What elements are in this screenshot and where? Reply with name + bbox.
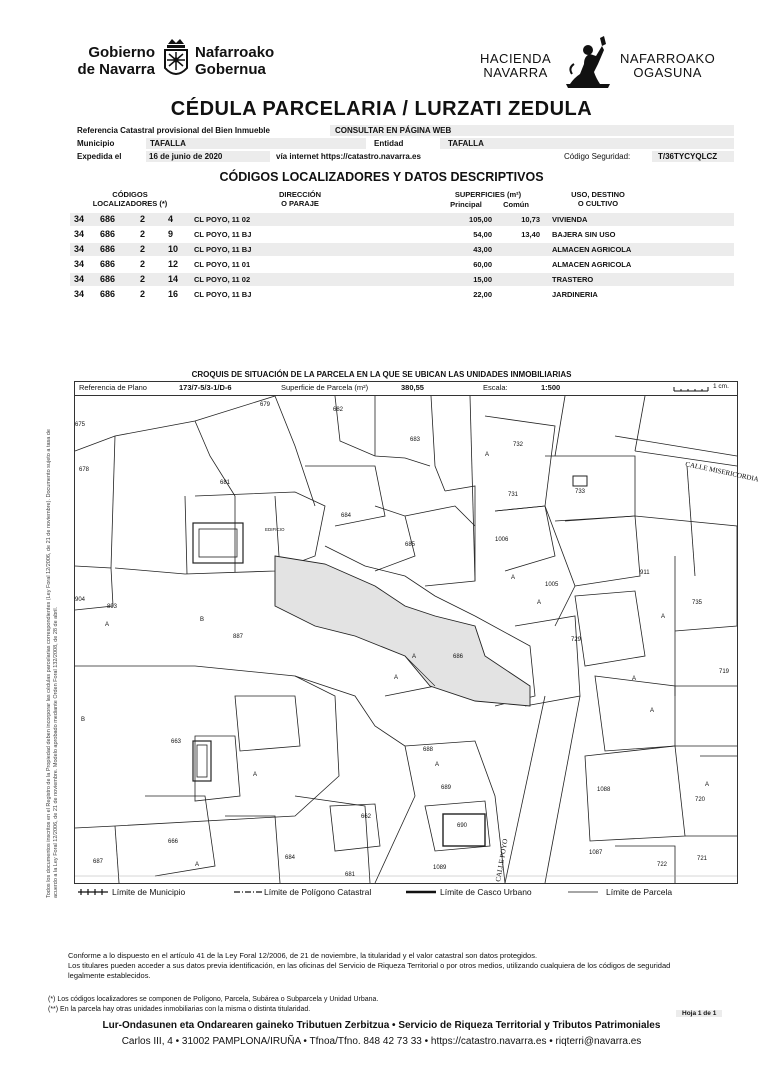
gov-right-line1: Nafarroako [195, 44, 275, 61]
svg-text:B: B [200, 617, 205, 623]
cell-principal: 54,00 [473, 230, 492, 239]
header-principal: Principal [450, 200, 482, 209]
parcel-label: 666 [168, 839, 179, 845]
parcel-label: 911 [640, 570, 650, 576]
header-codigos-1: CÓDIGOS [112, 190, 148, 199]
legend-municipio: Límite de Municipio [112, 887, 186, 897]
legend-municipio-icon [78, 888, 108, 896]
gov-left-line1: Gobierno [88, 44, 155, 61]
cell-subarea: 2 [140, 229, 146, 239]
note-1: Conforme a lo dispuesto en el artículo 41 de la Ley Foral 12/2006, de 21 de noviembre, la titularidad y el valor catastral son datos protegidos. [68, 951, 538, 960]
parcel-label: 690 [457, 823, 468, 829]
parcel-label: 729 [571, 637, 582, 643]
cadastral-map-svg [75, 396, 760, 883]
parcel-label: 904 [75, 597, 86, 603]
cell-poligono: 34 [74, 244, 85, 254]
parcel-label: 719 [719, 669, 730, 675]
cell-subarea: 2 [140, 274, 146, 284]
cell-unidad: 16 [168, 289, 179, 299]
parcel-label: 681 [220, 480, 231, 486]
legend-casco-icon [406, 888, 436, 896]
ref-plano-label: Referencia de Plano [79, 383, 147, 392]
table-row [70, 228, 734, 241]
map-info-bar [74, 381, 738, 396]
svg-text:A: A [632, 676, 637, 682]
nafarroako-ogasuna-text [620, 52, 715, 80]
svg-text:A: A [661, 614, 666, 620]
sup-parcela-label: Superficie de Parcela (m²) [281, 383, 369, 392]
cell-principal: 22,00 [473, 290, 492, 299]
note-3: (*) Los códigos localizadores se componen de Polígono, Parcela, Subárea o Subparcela y Unidad Urbana. [48, 996, 379, 1003]
cell-parcela: 686 [100, 289, 116, 299]
parcel-label: 735 [692, 600, 703, 606]
parcel-label: EDIFICIO [265, 527, 285, 532]
scale-bar-icon [673, 385, 709, 392]
section-title: CÓDIGOS LOCALIZADORES Y DATOS DESCRIPTIVOS [219, 170, 544, 184]
parcel-label: 720 [695, 797, 706, 803]
cell-direccion: CL POYO, 11 01 [194, 260, 251, 269]
cell-poligono: 34 [74, 229, 85, 239]
gov-right-line2: Gobernua [195, 61, 266, 78]
navarra-crest-icon [160, 36, 192, 84]
cell-principal: 60,00 [473, 260, 492, 269]
legal-notes [48, 951, 704, 1015]
street-label-misericordia: CALLE MISERICORDIA [684, 460, 760, 484]
street-label-poyo: CALLE POYO [494, 838, 510, 883]
note-4: (**) En la parcela hay otras unidades inmobiliarias con la misma o distinta titularidad. [48, 1006, 311, 1013]
cadastral-map [74, 395, 760, 884]
cell-comun: 10,73 [521, 215, 540, 224]
municipio-value: TAFALLA [150, 139, 186, 148]
cell-poligono: 34 [74, 274, 85, 284]
svg-text:A: A [650, 708, 655, 714]
table-row [70, 273, 734, 286]
parcel-label: 686 [453, 654, 464, 660]
cell-parcela: 686 [100, 214, 116, 224]
parcel-label: 1088 [597, 787, 611, 793]
ref-plano-value: 173/7-5/3-1/D-6 [179, 383, 232, 392]
parcel-label: 731 [508, 492, 519, 498]
parcel-label: 687 [93, 859, 104, 865]
codigo-label: Código Seguridad: [564, 152, 631, 161]
document-title: CÉDULA PARCELARIA / LURZATI ZEDULA [170, 98, 593, 120]
cell-parcela: 686 [100, 274, 116, 284]
cell-direccion: CL POYO, 11 BJ [194, 290, 252, 299]
svg-text:A: A [435, 762, 440, 768]
parcel-label: 662 [361, 814, 372, 820]
cell-parcela: 686 [100, 229, 116, 239]
header-codigos [80, 190, 180, 208]
map-legend [74, 885, 736, 899]
parcel-label: 1087 [589, 850, 603, 856]
cell-unidad: 9 [168, 229, 174, 239]
entidad-label: Entidad [374, 139, 404, 148]
legend-poligono-icon [234, 888, 262, 896]
header-direccion-2: O PARAJE [281, 199, 319, 208]
table-row [70, 243, 734, 256]
cell-uso: VIVIENDA [552, 215, 588, 224]
codigo-value: T/36TYCYQLCZ [658, 152, 718, 161]
parcel-label: 1006 [495, 537, 509, 543]
svg-text:A: A [253, 772, 258, 778]
cell-unidad: 4 [168, 214, 174, 224]
svg-text:A: A [394, 675, 399, 681]
parcel-label: 684 [341, 513, 352, 519]
parcel-label: 684 [285, 855, 296, 861]
side-legal-note: Todos los documentos inscritos en el Registro de la Propiedad deben incorporar las cédulas parcelarias correspondientes (Ley Foral 12/2006, de 21 de noviembre). Documento sujeto a tasa de acuerdo a la Ley Foral 12/2006, de 21 de noviembre. Modelo aprobado mediante Orden Foral 132/2008, de 28 de abril. [46, 429, 59, 898]
table-row [70, 258, 734, 271]
parcel-label: 685 [405, 542, 416, 548]
parcel-label: 688 [423, 747, 434, 753]
cell-subarea: 2 [140, 289, 146, 299]
header-direccion-1: DIRECCIÓN [278, 190, 322, 199]
svg-text:A: A [105, 622, 110, 628]
note-2: Los titulares pueden acceder a sus datos previa identificación, en las oficinas del Servicio de Riqueza Territorial o por otros medios, utilizando cualquiera de los códigos de seguridad legalmente establecidos. [68, 961, 671, 980]
svg-text:A: A [705, 782, 710, 788]
parcel-label: 733 [575, 489, 586, 495]
parcel-label: 721 [697, 856, 708, 862]
hac-right-line1: NAFARROAKO [620, 51, 716, 66]
expedida-value: 16 de junio de 2020 [149, 152, 223, 161]
header-uso-2: O CULTIVO [577, 199, 619, 208]
cell-principal: 43,00 [473, 245, 492, 254]
parcel-label: 675 [75, 422, 86, 428]
escala-label: Escala: [483, 383, 508, 392]
footer-contact: Carlos III, 4 • 31002 PAMPLONA/IRUÑA • Tfnoa/Tfno. 848 42 73 33 • https://catastro.navarra.es • riqterri@navarra.es [121, 1036, 642, 1047]
nafarroako-gobernua-text [195, 44, 274, 78]
municipio-label: Municipio [77, 139, 115, 148]
cell-subarea: 2 [140, 214, 146, 224]
table-row [70, 288, 734, 301]
cell-subarea: 2 [140, 244, 146, 254]
cell-poligono: 34 [74, 289, 85, 299]
cell-principal: 15,00 [473, 275, 492, 284]
parcel-label: 887 [233, 634, 244, 640]
cell-direccion: CL POYO, 11 BJ [194, 245, 252, 254]
cell-uso: BAJERA SIN USO [552, 230, 616, 239]
cell-unidad: 14 [168, 274, 179, 284]
hac-left-line1: HACIENDA [480, 51, 552, 66]
svg-text:A: A [485, 452, 490, 458]
parcel-label: 1005 [545, 582, 559, 588]
legend-casco: Límite de Casco Urbano [440, 887, 532, 897]
ref-value: CONSULTAR EN PÁGINA WEB [335, 126, 452, 135]
parcel-label: 689 [441, 785, 452, 791]
cell-direccion: CL POYO, 11 02 [194, 275, 251, 284]
header-codigos-2: LOCALIZADORES (*) [92, 199, 168, 208]
header-uso [548, 190, 648, 208]
svg-text:A: A [412, 654, 417, 660]
cell-subarea: 2 [140, 259, 146, 269]
expedida-label: Expedida el [77, 152, 122, 161]
cell-direccion: CL POYO, 11 BJ [194, 230, 252, 239]
parcel-label: 682 [333, 407, 344, 413]
parcel-label: 681 [345, 872, 356, 878]
cell-poligono: 34 [74, 259, 85, 269]
via-internet-label: vía internet https://catastro.navarra.es [276, 152, 421, 161]
parcel-label: 1089 [433, 865, 447, 871]
statue-logo-icon [560, 34, 616, 90]
cell-parcela: 686 [100, 244, 116, 254]
parcel-label: 722 [657, 862, 668, 868]
parcel-label: 893 [107, 604, 118, 610]
legend-parcela: Límite de Parcela [606, 887, 673, 897]
hac-right-line2: OGASUNA [633, 65, 702, 80]
legend-parcela-icon [568, 888, 598, 896]
cell-uso: ALMACEN AGRICOLA [552, 245, 632, 254]
cell-unidad: 10 [168, 244, 179, 254]
hacienda-navarra-text [480, 52, 551, 80]
scale-unit: 1 cm. [713, 383, 729, 390]
ref-label: Referencia Catastral provisional del Bien Inmueble [77, 126, 270, 135]
footer-service: Lur-Ondasunen eta Ondarearen gaineko Tributuen Zerbitzua • Servicio de Riqueza Territorial y Tributos Patrimoniales [102, 1020, 661, 1031]
map-title: CROQUIS DE SITUACIÓN DE LA PARCELA EN LA QUE SE UBICAN LAS UNIDADES INMOBILIARIAS [191, 370, 572, 379]
parcel-label: 679 [260, 402, 271, 408]
table-row [70, 213, 734, 226]
header-comun: Común [503, 200, 529, 209]
parcel-label: 663 [171, 739, 182, 745]
cell-comun: 13,40 [521, 230, 540, 239]
gobierno-navarra-text [73, 44, 155, 78]
cell-poligono: 34 [74, 214, 85, 224]
svg-text:A: A [195, 862, 200, 868]
cell-uso: ALMACEN AGRICOLA [552, 260, 632, 269]
header-direccion [250, 190, 350, 208]
gov-left-line2: de Navarra [77, 61, 155, 78]
parcel-label: 732 [513, 442, 524, 448]
parcel-label: 678 [79, 467, 90, 473]
cell-unidad: 12 [168, 259, 179, 269]
cell-parcela: 686 [100, 259, 116, 269]
cell-principal: 105,00 [469, 215, 492, 224]
svg-text:B: B [81, 717, 86, 723]
cell-uso: TRASTERO [552, 275, 594, 284]
cell-uso: JARDINERIA [552, 290, 598, 299]
header-superficies: SUPERFICIES (m²) [454, 190, 522, 199]
sup-parcela-value: 380,55 [401, 383, 424, 392]
hac-left-line2: NAVARRA [483, 65, 548, 80]
escala-value: 1:500 [541, 383, 561, 392]
parcel-label: 683 [410, 437, 421, 443]
page-indicator: Hoja 1 de 1 [676, 1010, 722, 1017]
entidad-value-bg [440, 138, 734, 149]
cell-direccion: CL POYO, 11 02 [194, 215, 251, 224]
svg-text:A: A [511, 575, 516, 581]
entidad-value: TAFALLA [448, 139, 484, 148]
legend-poligono: Límite de Polígono Catastral [264, 887, 372, 897]
svg-text:A: A [537, 600, 542, 606]
header-uso-1: USO, DESTINO [571, 190, 625, 199]
